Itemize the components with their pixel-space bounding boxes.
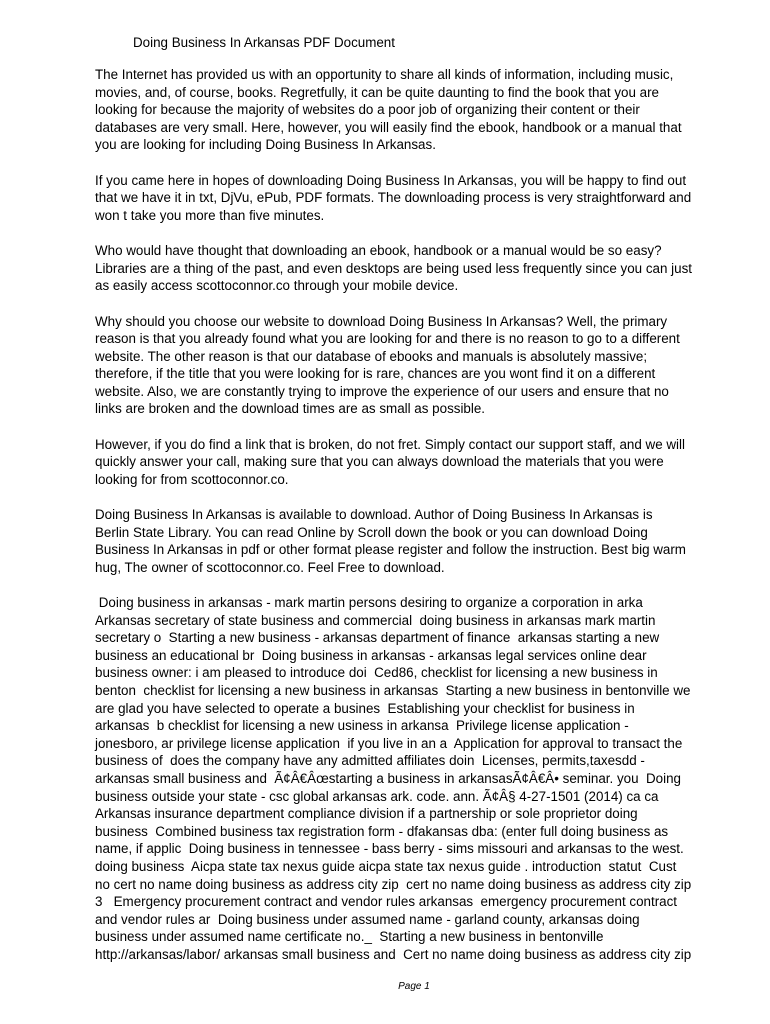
paragraph-line: The Internet has provided us with an opportunity to share all kinds of information, including music, [95, 67, 674, 82]
paragraph-line: won t take you more than five minutes. [95, 207, 325, 223]
document-title: Doing Business In Arkansas PDF Document [133, 35, 395, 50]
paragraph-1 [95, 66, 745, 154]
keyword-line: Doing business in arkansas - mark martin persons desiring to organize a corporation in arka [95, 595, 643, 610]
keyword-line: and vendor rules ar Doing business under assumed name - garland county, arkansas doing [95, 911, 640, 927]
paragraph-line: as easily access scottoconnor.co through your mobile device. [95, 278, 459, 293]
paragraph-line: Berlin State Library. You can read Online by Scroll down the book or you can download Doing [95, 524, 648, 540]
page-number: Page 1 [398, 981, 430, 992]
paragraph-2 [95, 172, 745, 225]
paragraph-line: quickly answer your call, making sure that you can always download the materials that you were [95, 454, 664, 469]
keyword-line: business outside your state - csc global arkansas ark. code. ann. Ã¢Â§ 4-27-1501 (2014) ca ca [95, 788, 659, 804]
keyword-line: business an educational br Doing business in arkansas - arkansas legal services online dear [95, 647, 647, 663]
paragraph-line: Libraries are a thing of the past, and even desktops are being used less frequently since you can just [95, 260, 692, 276]
paragraph-line: movies, and, of course, books. Regretfully, it can be quite daunting to find the book that you are [95, 84, 659, 100]
paragraph-line: website. Also, we are constantly trying to improve the experience of our users and ensure that no [95, 383, 669, 399]
keyword-line: business under assumed name certificate no._ Starting a new business in bentonville [95, 929, 604, 945]
keyword-line: 3 Emergency procurement contract and vendor rules arkansas emergency procurement contract [95, 894, 678, 910]
paragraphs-container [95, 66, 745, 576]
keyword-line: business of does the company have any admitted affiliates doin Licenses, permits,taxesdd - [95, 753, 645, 769]
keyword-line: business owner: i am pleased to introduce doi Ced86, checklist for licensing a new business in [95, 665, 658, 681]
paragraph-line: Doing Business In Arkansas is available to download. Author of Doing Business In Arkansas is [95, 507, 653, 522]
keyword-line: arkansas b checklist for licensing a new usiness in arkansa Privilege license application - [95, 718, 629, 734]
keyword-line: doing business Aicpa state tax nexus guide aicpa state tax nexus guide . introduction statut Cust [95, 858, 677, 874]
keyword-line: jonesboro, ar privilege license application if you live in an a Application for approval to transact the [95, 735, 683, 751]
paragraph-line: However, if you do find a link that is broken, do not fret. Simply contact our support staff, and we will [95, 436, 685, 452]
keyword-line: secretary o Starting a new business - arkansas department of finance arkansas starting a new [95, 630, 660, 646]
paragraph-line: looking for because the majority of websites do a poor job of organizing their content or their [95, 102, 640, 117]
paragraph-line: If you came here in hopes of downloading Doing Business In Arkansas, you will be happy to find out [95, 172, 687, 188]
keyword-block [95, 594, 745, 963]
paragraph-line: hug, The owner of scottoconnor.co. Feel Free to download. [95, 559, 445, 575]
paragraph-line: therefore, if the title that you were looking for is rare, chances are you wont find it on a different [95, 366, 656, 381]
paragraph-line: Business In Arkansas in pdf or other format please register and follow the instruction. Best big warm [95, 542, 686, 557]
keyword-line: Arkansas secretary of state business and commercial doing business in arkansas mark martin [95, 612, 656, 628]
paragraph-line: reason is that you already found what you are looking for and there is no reason to go to a different [95, 331, 680, 346]
paragraph-3 [95, 242, 745, 295]
paragraph-line: Who would have thought that downloading an ebook, handbook or a manual would be so easy? [95, 243, 662, 258]
paragraph-line: links are broken and the download times are as small as possible. [95, 401, 486, 416]
paragraph-line: that we have it in txt, DjVu, ePub, PDF formats. The downloading process is very straightforward and [95, 190, 692, 205]
keyword-line: http://arkansas/labor/ arkansas small business and Cert no name doing business as address city zip [95, 946, 692, 962]
paragraph-line: website. The other reason is that our database of ebooks and manuals is absolutely massive; [95, 348, 648, 364]
keyword-line: no cert no name doing business as address city zip cert no name doing business as address city zip [95, 876, 692, 892]
keyword-line: arkansas small business and Ã¢Â€Âœstarting a business in arkansasÃ¢Â€Â• seminar. you Doing [95, 770, 681, 786]
paragraph-4 [95, 313, 745, 418]
keyword-line: benton checklist for licensing a new business in arkansas Starting a new business in bentonville we [95, 682, 691, 698]
paragraph-line: looking for from scottoconnor.co. [95, 471, 289, 487]
keyword-line: are glad you have selected to operate a busines Establishing your checklist for business in [95, 700, 635, 716]
paragraph-6 [95, 506, 745, 576]
keyword-line: Arkansas insurance department compliance division if a partnership or sole proprietor doing [95, 806, 638, 822]
document-body [95, 66, 745, 963]
keyword-line: name, if applic Doing business in tennessee - bass berry - sims missouri and arkansas to the west. [95, 841, 684, 857]
paragraph-5 [95, 436, 745, 489]
paragraph-line: Why should you choose our website to download Doing Business In Arkansas? Well, the primary [95, 313, 668, 329]
keyword-line: business Combined business tax registration form - dfakansas dba: (enter full doing business as [95, 823, 669, 839]
paragraph-line: databases are very small. Here, however, you will easily find the ebook, handbook or a manual that [95, 119, 682, 135]
paragraph-line: you are looking for including Doing Business In Arkansas. [95, 137, 436, 152]
